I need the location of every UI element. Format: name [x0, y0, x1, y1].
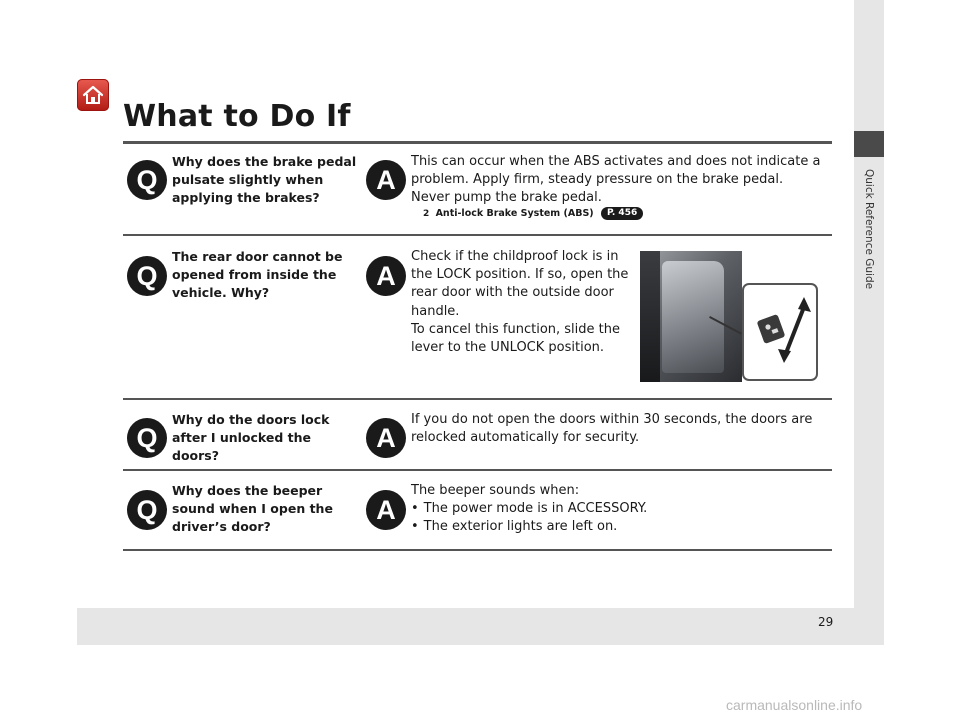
answer-text: If you do not open the doors within 30 seconds, the doors are relocked automatically for security. — [411, 412, 813, 446]
question-text: Why do the doors lock after I unlocked the doors? — [172, 412, 330, 463]
reference-label: Anti-lock Brake System (ABS) — [435, 208, 594, 219]
question-badge: Q — [127, 490, 167, 530]
question-text: Why does the brake pedal pulsate slightly when applying the brakes? — [172, 154, 357, 205]
list-item: • The power mode is in ACCESSORY. — [411, 500, 821, 518]
childproof-lock-inset — [742, 283, 818, 381]
door-frame — [640, 251, 660, 382]
childproof-lock-icon — [744, 285, 816, 379]
page-number: 29 — [818, 615, 834, 629]
answer-text — [411, 482, 821, 537]
reference-arrow-icon: 2 — [423, 209, 430, 219]
answer-text: This can occur when the ABS activates and does not indicate a problem. Apply firm, steady pressure on the brake pedal. Never pump the brake pedal. — [411, 154, 821, 206]
home-icon — [82, 84, 104, 106]
section-divider — [123, 549, 832, 551]
title-rule — [123, 141, 832, 144]
section-divider — [123, 469, 832, 471]
watermark: carmanualsonline.info — [726, 697, 863, 713]
answer-paragraph: To cancel this function, slide the lever to the UNLOCK position. — [411, 321, 620, 356]
footer-bar — [77, 608, 854, 645]
section-label: Quick Reference Guide — [863, 169, 875, 290]
rear-door-photo — [640, 251, 742, 382]
answer-badge: A — [366, 418, 406, 458]
page-title: What to Do If — [123, 99, 351, 134]
question-text: The rear door cannot be opened from inside the vehicle. Why? — [172, 249, 343, 300]
answer-intro: The beeper sounds when: — [411, 483, 580, 498]
section-tab[interactable] — [854, 131, 884, 157]
answer-badge: A — [366, 490, 406, 530]
page-reference-link[interactable]: P. 456 — [601, 207, 643, 220]
home-button[interactable] — [77, 79, 109, 111]
open-rear-door — [662, 261, 724, 373]
bullet-list — [411, 500, 821, 536]
sidebar-strip — [854, 0, 884, 645]
list-item: • The exterior lights are left on. — [411, 518, 821, 536]
section-divider — [123, 234, 832, 236]
question-badge: Q — [127, 256, 167, 296]
question-text: Why does the beeper sound when I open the driver’s door? — [172, 483, 333, 534]
answer-paragraph: Check if the childproof lock is in the LOCK position. If so, open the rear door with the outside door handle. — [411, 249, 629, 319]
question-badge: Q — [127, 160, 167, 200]
question-badge: Q — [127, 418, 167, 458]
cross-reference[interactable] — [423, 207, 643, 220]
section-divider — [123, 398, 832, 400]
answer-badge: A — [366, 160, 406, 200]
answer-text — [411, 248, 629, 357]
answer-badge: A — [366, 256, 406, 296]
